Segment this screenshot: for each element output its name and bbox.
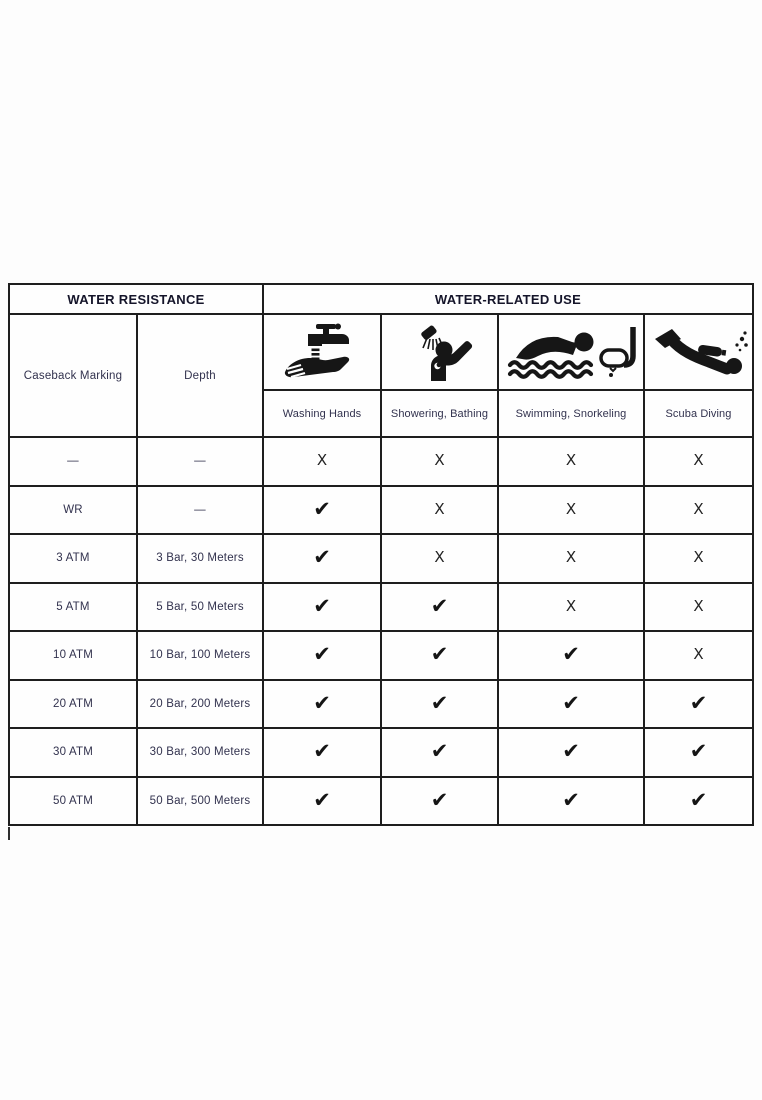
mark-cell: ✔ <box>498 680 644 729</box>
mark-cell: ✔ <box>263 486 381 535</box>
marking-cell: 5 ATM <box>9 583 137 632</box>
depth-cell: 30 Bar, 300 Meters <box>137 728 263 777</box>
use-label-showering-bathing: Showering, Bathing <box>381 390 498 437</box>
mark-cell: ✔ <box>263 777 381 826</box>
mark-cell: X <box>381 486 498 535</box>
mark-cell: X <box>498 534 644 583</box>
mark-cell: ✔ <box>498 777 644 826</box>
marking-cell: 3 ATM <box>9 534 137 583</box>
mark-cell: ✔ <box>263 728 381 777</box>
caseback-marking-column-header: Caseback Marking <box>9 314 137 437</box>
swimming-snorkeling-icon <box>498 314 644 390</box>
depth-cell: — <box>137 437 263 486</box>
mark-cell: ✔ <box>381 631 498 680</box>
group-header-row <box>9 284 753 314</box>
mark-cell: ✔ <box>381 680 498 729</box>
marking-cell: 50 ATM <box>9 777 137 826</box>
water-resistance-header: WATER RESISTANCE <box>9 284 263 314</box>
washing-hands-icon <box>263 314 381 390</box>
mark-cell: X <box>644 486 753 535</box>
mark-cell: ✔ <box>644 728 753 777</box>
mark-cell: X <box>498 486 644 535</box>
table-row-3atm <box>9 534 753 583</box>
mark-cell: X <box>263 437 381 486</box>
table-row-50atm <box>9 777 753 826</box>
mark-cell: ✔ <box>498 728 644 777</box>
icon-header-row <box>9 314 753 390</box>
mark-cell: X <box>498 437 644 486</box>
use-label-scuba-diving: Scuba Diving <box>644 390 753 437</box>
mark-cell: X <box>381 437 498 486</box>
mark-cell: ✔ <box>644 777 753 826</box>
table-row-none <box>9 437 753 486</box>
mark-cell: ✔ <box>498 631 644 680</box>
scuba-diving-icon <box>644 314 753 390</box>
cropped-row-border-stub <box>8 827 10 840</box>
marking-cell: — <box>9 437 137 486</box>
depth-cell: 5 Bar, 50 Meters <box>137 583 263 632</box>
mark-cell: X <box>498 583 644 632</box>
table-row-20atm <box>9 680 753 729</box>
mark-cell: X <box>644 437 753 486</box>
marking-cell: 10 ATM <box>9 631 137 680</box>
mark-cell: ✔ <box>263 631 381 680</box>
water-related-use-header: WATER-RELATED USE <box>263 284 753 314</box>
mark-cell: ✔ <box>263 680 381 729</box>
mark-cell: X <box>644 534 753 583</box>
water-resistance-table <box>8 283 754 826</box>
mark-cell: ✔ <box>644 680 753 729</box>
use-label-swimming-snorkeling: Swimming, Snorkeling <box>498 390 644 437</box>
mark-cell: ✔ <box>381 728 498 777</box>
mark-cell: ✔ <box>263 534 381 583</box>
marking-cell: 30 ATM <box>9 728 137 777</box>
mark-cell: X <box>644 631 753 680</box>
mark-cell: X <box>381 534 498 583</box>
table-row-30atm <box>9 728 753 777</box>
table-row-wr <box>9 486 753 535</box>
mark-cell: X <box>644 583 753 632</box>
table-row-10atm <box>9 631 753 680</box>
mark-cell: ✔ <box>263 583 381 632</box>
use-label-washing-hands: Washing Hands <box>263 390 381 437</box>
mark-cell: ✔ <box>381 777 498 826</box>
depth-cell: 10 Bar, 100 Meters <box>137 631 263 680</box>
depth-cell: 20 Bar, 200 Meters <box>137 680 263 729</box>
marking-cell: WR <box>9 486 137 535</box>
marking-cell: 20 ATM <box>9 680 137 729</box>
depth-cell: 3 Bar, 30 Meters <box>137 534 263 583</box>
mark-cell: ✔ <box>381 583 498 632</box>
showering-bathing-icon <box>381 314 498 390</box>
depth-cell: — <box>137 486 263 535</box>
depth-cell: 50 Bar, 500 Meters <box>137 777 263 826</box>
table-row-5atm <box>9 583 753 632</box>
depth-column-header: Depth <box>137 314 263 437</box>
